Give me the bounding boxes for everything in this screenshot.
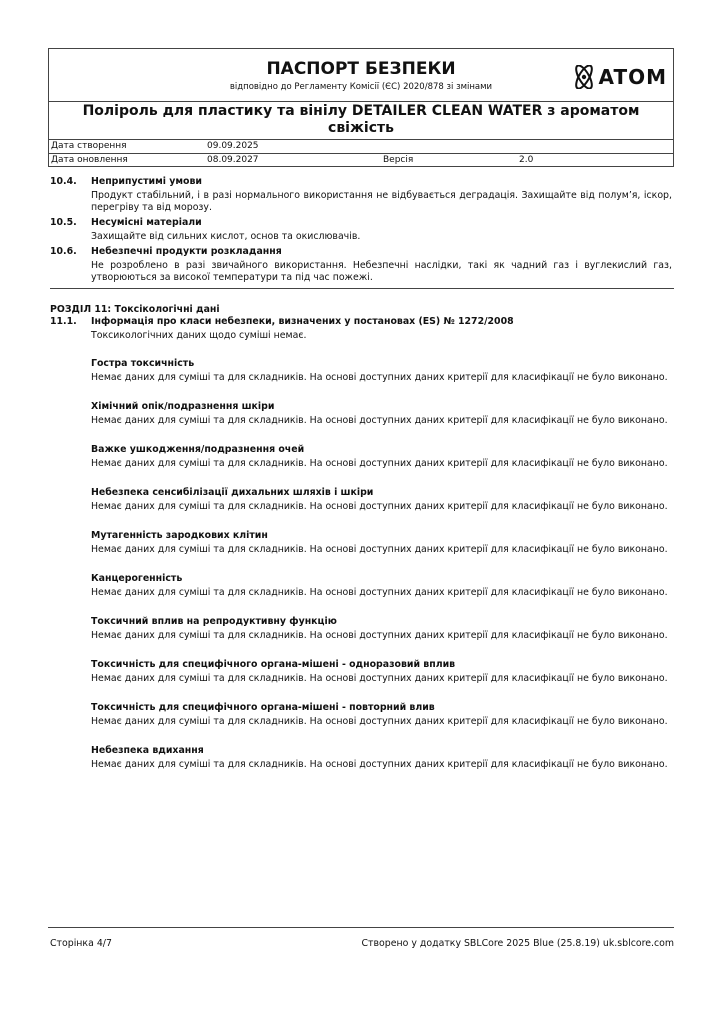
logo-text: ATOM <box>598 65 667 89</box>
tox-title: Небезпека вдихання <box>91 745 204 756</box>
subsection-number: 11.1. <box>50 316 77 327</box>
atom-logo-icon <box>569 65 599 89</box>
tox-text: Немає даних для суміші та для складників. На основі доступних даних критерії для класифікації не було виконано. <box>91 544 668 555</box>
tox-title: Токсичний вплив на репродуктивну функцію <box>91 616 337 627</box>
toxicology-list <box>50 358 674 771</box>
updated-value: 08.09.2027 <box>207 155 259 165</box>
section-text: Не розроблено в разі звичайного використання. Небезпечні наслідки, такі як чадний газ і вуглекислий газ, утворюються за високої температури та під час пожежі. <box>91 260 672 283</box>
chapter-title: РОЗДІЛ 11: Токсікологічні дані <box>50 304 220 315</box>
brand-logo <box>569 64 667 90</box>
header-divider <box>49 101 673 102</box>
subsection-title: Інформація про класи небезпеки, визначених у постановах (ES) № 1272/2008 <box>91 316 514 327</box>
tox-text: Немає даних для суміші та для складників. На основі доступних даних критерії для класифікації не було виконано. <box>91 587 668 598</box>
created-value: 09.09.2025 <box>207 141 259 151</box>
tox-text: Немає даних для суміші та для складників. На основі доступних даних критерії для класифікації не було виконано. <box>91 415 668 426</box>
footer-divider <box>48 927 674 928</box>
section-10-6 <box>50 246 674 284</box>
regulation-subtitle: відповідно до Регламенту Комісії (ЄС) 2020/878 зі змінами <box>229 82 493 92</box>
page-content <box>50 176 674 771</box>
tox-item-reproductive <box>50 616 674 642</box>
tox-title: Мутагенність зародкових клітин <box>91 530 268 541</box>
tox-text: Немає даних для суміші та для складників. На основі доступних даних критерії для класифікації не було виконано. <box>91 501 668 512</box>
created-label: Дата створення <box>51 141 127 151</box>
tox-text: Немає даних для суміші та для складників. На основі доступних даних критерії для класифікації не було виконано. <box>91 458 668 469</box>
tox-item-stot-single <box>50 659 674 685</box>
document-title: ПАСПОРТ БЕЗПЕКИ <box>266 59 456 79</box>
tox-title: Канцерогенність <box>91 573 183 584</box>
footer-generator: Створено у додатку SBLCore 2025 Blue (25.8.19) uk.sblcore.com <box>361 938 674 949</box>
section-number: 10.4. <box>50 176 77 187</box>
tox-text: Немає даних для суміші та для складників. На основі доступних даних критерії для класифікації не було виконано. <box>91 673 668 684</box>
header-divider <box>49 153 673 154</box>
section-text: Захищайте від сильних кислот, основ та окислювачів. <box>91 231 361 242</box>
tox-item-skin <box>50 401 674 427</box>
tox-text: Немає даних для суміші та для складників. На основі доступних даних критерії для класифікації не було виконано. <box>91 630 668 641</box>
tox-item-aspiration <box>50 745 674 771</box>
tox-title: Важке ушкодження/подразнення очей <box>91 444 305 455</box>
section-text: Продукт стабільний, і в разі нормального використання не відбувається деградація. Захищайте від полум’я, іскор, перегріву та від морозу. <box>91 190 672 213</box>
updated-label: Дата оновлення <box>51 155 128 165</box>
version-value: 2.0 <box>519 155 534 165</box>
section-divider <box>50 288 674 289</box>
tox-item-eyes <box>50 444 674 470</box>
tox-text: Немає даних для суміші та для складників. На основі доступних даних критерії для класифікації не було виконано. <box>91 372 668 383</box>
tox-item-carcinogenicity <box>50 573 674 599</box>
header-divider <box>49 139 673 140</box>
header-top <box>49 49 673 101</box>
section-10-5 <box>50 217 674 243</box>
section-10-4 <box>50 176 674 214</box>
tox-item-mutagenicity <box>50 530 674 556</box>
subsection-intro: Токсикологічних даних щодо суміші немає. <box>91 330 307 341</box>
document-header <box>48 48 674 167</box>
page-number: Сторінка 4/7 <box>50 938 112 949</box>
section-title: Несумісні матеріали <box>91 217 202 228</box>
tox-title: Небезпека сенсибілізації дихальних шляхів і шкіри <box>91 487 374 498</box>
tox-text: Немає даних для суміші та для складників. На основі доступних даних критерії для класифікації не було виконано. <box>91 759 668 770</box>
subsection-11-1 <box>50 316 674 342</box>
section-title: Неприпустимі умови <box>91 176 202 187</box>
tox-title: Гостра токсичність <box>91 358 195 369</box>
section-number: 10.5. <box>50 217 77 228</box>
tox-title: Хімічний опік/подразнення шкіри <box>91 401 275 412</box>
tox-item-acute <box>50 358 674 384</box>
product-name: Поліроль для пластику та вінілу DETAILER CLEAN WATER з ароматом свіжість <box>82 103 640 136</box>
tox-title: Токсичність для специфічного органа-мішені - одноразовий вплив <box>91 659 456 670</box>
tox-text: Немає даних для суміші та для складників. На основі доступних даних критерії для класифікації не було виконано. <box>91 716 668 727</box>
tox-title: Токсичність для специфічного органа-мішені - повторний влив <box>91 702 435 713</box>
tox-item-sensitisation <box>50 487 674 513</box>
version-label: Версія <box>383 155 414 165</box>
section-title: Небезпечні продукти розкладання <box>91 246 282 257</box>
section-number: 10.6. <box>50 246 77 257</box>
tox-item-stot-repeated <box>50 702 674 728</box>
